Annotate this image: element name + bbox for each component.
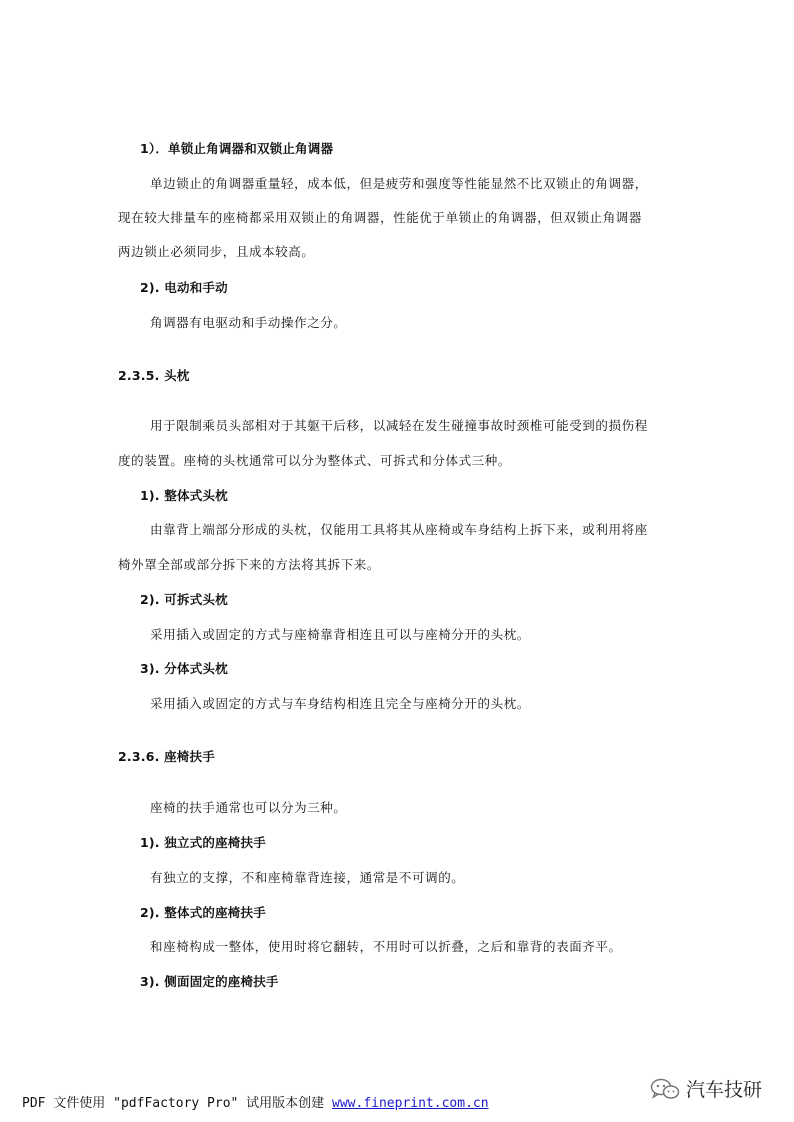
paragraph-line: 由靠背上端部分形成的头枕，仅能用工具将其从座椅或车身结构上拆下来，或利用将座 bbox=[150, 522, 648, 537]
section-heading-headrest: 2.3.5. 头枕 bbox=[118, 368, 190, 383]
paragraph-line: 两边锁止必须同步，且成本较高。 bbox=[118, 244, 315, 259]
paragraph-line: 有独立的支撑，不和座椅靠背连接，通常是不可调的。 bbox=[150, 870, 465, 885]
heading-lock-types: 1）．单锁止角调器和双锁止角调器 bbox=[140, 141, 334, 156]
footer-text: PDF 文件使用 "pdfFactory Pro" 试用版本创建 bbox=[22, 1096, 333, 1111]
paragraph-line: 角调器有电驱动和手动操作之分。 bbox=[150, 315, 347, 330]
paragraph-line: 单边锁止的角调器重量轻，成本低，但是疲劳和强度等性能显然不比双锁止的角调器， bbox=[150, 176, 648, 191]
watermark-label: 汽车技研 bbox=[686, 1079, 763, 1101]
heading-integral-armrest: 2). 整体式的座椅扶手 bbox=[140, 905, 266, 920]
heading-side-fixed-armrest: 3). 侧面固定的座椅扶手 bbox=[140, 974, 279, 989]
paragraph-line: 采用插入或固定的方式与座椅靠背相连且可以与座椅分开的头枕。 bbox=[150, 627, 530, 642]
paragraph-line: 座椅的扶手通常也可以分为三种。 bbox=[150, 800, 347, 815]
paragraph-line: 椅外罩全部或部分拆下来的方法将其拆下来。 bbox=[118, 557, 381, 572]
footer-link[interactable]: www.fineprint.com.cn bbox=[332, 1096, 489, 1111]
paragraph-line: 现在较大排量车的座椅都采用双锁止的角调器，性能优于单锁止的角调器，但双锁止角调器 bbox=[118, 210, 643, 225]
paragraph-line: 度的装置。座椅的头枕通常可以分为整体式、可拆式和分体式三种。 bbox=[118, 453, 512, 468]
pdf-footer bbox=[22, 1092, 489, 1111]
paragraph-line: 采用插入或固定的方式与车身结构相连且完全与座椅分开的头枕。 bbox=[150, 696, 530, 711]
heading-separate-headrest: 3). 分体式头枕 bbox=[140, 661, 228, 676]
paragraph-line: 用于限制乘员头部相对于其躯干后移，以减轻在发生碰撞事故时颈椎可能受到的损伤程 bbox=[150, 418, 648, 433]
paragraph-line: 和座椅构成一整体，使用时将它翻转，不用时可以折叠，之后和靠背的表面齐平。 bbox=[150, 939, 622, 954]
heading-electric-manual: 2). 电动和手动 bbox=[140, 280, 228, 295]
heading-standalone-armrest: 1). 独立式的座椅扶手 bbox=[140, 835, 266, 850]
heading-integral-headrest: 1). 整体式头枕 bbox=[140, 488, 228, 503]
wechat-icon bbox=[650, 1078, 680, 1100]
heading-removable-headrest: 2). 可拆式头枕 bbox=[140, 592, 228, 607]
section-heading-armrest: 2.3.6. 座椅扶手 bbox=[118, 749, 215, 764]
watermark bbox=[650, 1075, 762, 1102]
